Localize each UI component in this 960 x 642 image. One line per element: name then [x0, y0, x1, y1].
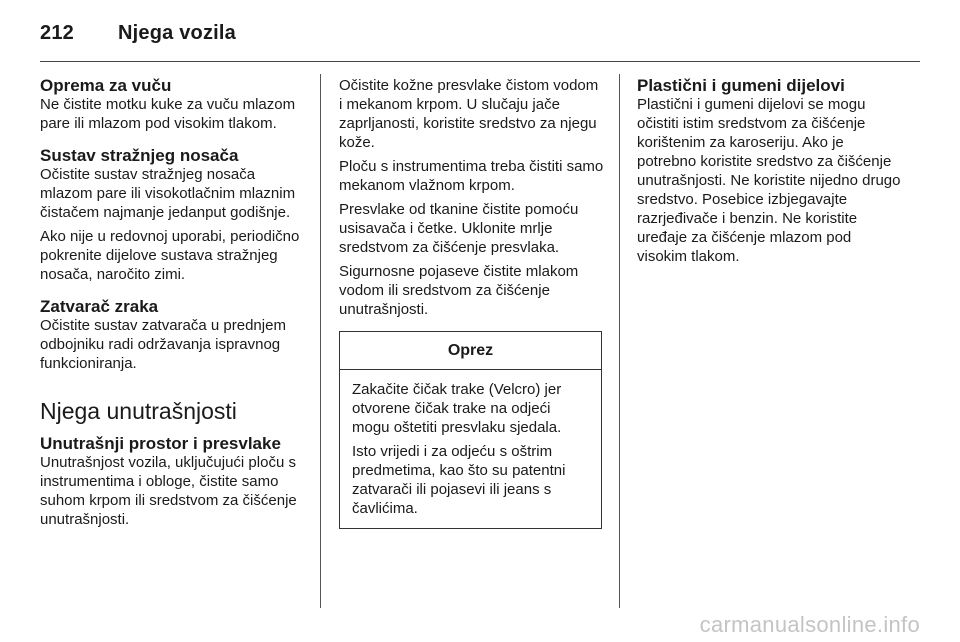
- section-text-towing: Ne čistite motku kuke za vuču mlazom pare ili mlazom pod visokim tlakom.: [40, 96, 296, 132]
- column-left: [40, 76, 308, 529]
- column-middle: [339, 76, 604, 529]
- section-title-towing: Oprema za vuču: [40, 76, 172, 95]
- page-header: [40, 22, 236, 45]
- section-text-rear-carrier-1: Očistite sustav stražnjeg nosača mlazom pare ili visokotlačnim mlaznim čistačem najmanje jedanput godišnje.: [40, 166, 296, 221]
- paragraph-leather: Očistite kožne presvlake čistom vodom i mekanom krpom. U slučaju jače zaprljanosti, koristite sredstvo za njegu kože.: [339, 77, 599, 151]
- header-rule: [40, 61, 920, 62]
- main-heading-interior-care: Njega unutrašnjosti: [40, 398, 237, 424]
- column-right: [637, 76, 905, 266]
- paragraph-fabric: Presvlake od tkanine čistite pomoću usisavača i četke. Uklonite mrlje sredstvom za čišćenje presvlaka.: [339, 201, 579, 256]
- section-title-interior: Unutrašnji prostor i presvlake: [40, 434, 281, 453]
- watermark: carmanualsonline.info: [699, 612, 920, 637]
- section-title-plastic-rubber: Plastični i gumeni dijelovi: [637, 76, 845, 95]
- column-divider-left: [320, 74, 321, 608]
- paragraph-instrument-panel: Ploču s instrumentima treba čistiti samo mekanom vlažnom krpom.: [339, 158, 604, 194]
- section-text-interior: Unutrašnjost vozila, uključujući ploču s instrumentima i obloge, čistite samo suhom krpom ili sredstvom za čišćenje unutrašnjosti.: [40, 454, 297, 528]
- section-text-air-shutter: Očistite sustav zatvarača u prednjem odbojniku radi održavanja ispravnog funkcioniranja.: [40, 317, 286, 372]
- caution-title: Oprez: [340, 332, 601, 370]
- section-text-plastic-rubber: Plastični i gumeni dijelovi se mogu očistiti istim sredstvom za čišćenje korištenim za karoseriju. Ako je potrebno koristite sredstvo za čišćenje unutrašnjosti. Ne koristite nijedno drugo sredstvo. Posebice izbjegavajte razrjeđivače i benzin. Ne koristite uređaje za čišćenje mlazom pod visokim tlakom.: [637, 96, 901, 265]
- column-divider-right: [619, 74, 620, 608]
- caution-box: [339, 331, 602, 529]
- page-number: 212: [40, 22, 74, 44]
- section-text-rear-carrier-2: Ako nije u redovnoj uporabi, periodično pokrenite dijelove sustava stražnjeg nosača, naročito zimi.: [40, 228, 300, 283]
- caution-body: [340, 370, 601, 528]
- caution-text-2: Isto vrijedi i za odjeću s oštrim predmetima, kao što su patentni zatvarači ili pojasevi ili jeans s čavlićima.: [352, 443, 566, 517]
- section-title-air-shutter: Zatvarač zraka: [40, 297, 159, 316]
- page-title: Njega vozila: [118, 22, 236, 44]
- section-title-rear-carrier: Sustav stražnjeg nosača: [40, 146, 239, 165]
- caution-text-1: Zakačite čičak trake (Velcro) jer otvorene čičak trake na odjeći mogu oštetiti presvlaku sjedala.: [352, 381, 562, 436]
- paragraph-seat-belts: Sigurnosne pojaseve čistite mlakom vodom ili sredstvom za čišćenje unutrašnjosti.: [339, 263, 579, 318]
